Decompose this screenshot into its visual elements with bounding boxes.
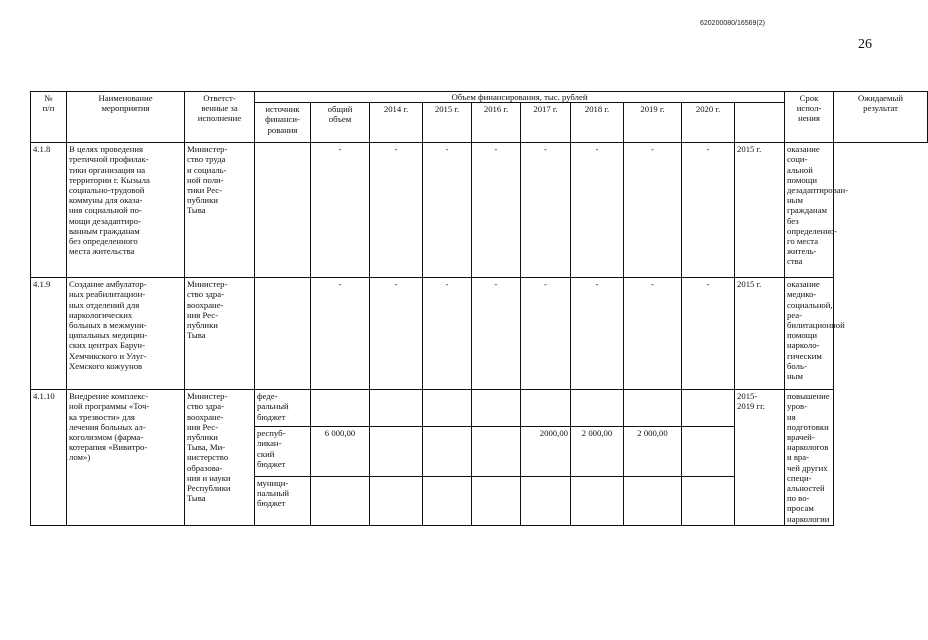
row-2017 [521, 390, 571, 427]
row-2016 [472, 427, 521, 476]
row-2018: - [571, 278, 624, 390]
row-source [255, 278, 311, 390]
row-2020 [682, 390, 735, 427]
row-deadline: 2015- 2019 гг. [735, 390, 785, 526]
row-2019 [624, 390, 682, 427]
row-2018 [571, 476, 624, 525]
row-2015 [423, 476, 472, 525]
header-row [31, 92, 928, 103]
header-responsible: Ответст- венные за исполнение [185, 92, 255, 143]
row-result: оказание соци- альной помощи дезадаптирован- ным гражданам без определенно- го места житель- ства [785, 143, 834, 278]
row-2019: - [624, 278, 682, 390]
row-source: муници- пальный бюджет [255, 476, 311, 525]
header-2017: 2017 г. [521, 103, 571, 143]
table-row [31, 278, 928, 390]
row-2019: 2 000,00 [624, 427, 682, 476]
row-name: Создание амбулатор- ных реабилитацион- ных отделений для наркологических больных в межмуни- ципальных медицин- ских центрах Барун- Хемчикского и Улуг- Хемского кожуунов [67, 278, 185, 390]
row-2014: - [370, 143, 423, 278]
row-2016: - [472, 278, 521, 390]
header-2014: 2014 г. [370, 103, 423, 143]
header-2020: 2020 г. [682, 103, 735, 143]
row-2016: - [472, 143, 521, 278]
row-result: оказание медико- социальной, реа- билитационной помощи нарколо- гическим боль- ным [785, 278, 834, 390]
header-num: № п/п [31, 92, 67, 143]
row-2016 [472, 476, 521, 525]
row-responsible: Министер- ство здра- воохране- ния Рес- публики Тыва, Ми- нистерство образова- ния и науки Республики Тыва [185, 390, 255, 526]
row-responsible: Министер- ство здра- воохране- ния Рес- публики Тыва [185, 278, 255, 390]
row-2015: - [423, 143, 472, 278]
row-2020 [682, 476, 735, 525]
row-name: В целях проведения третичной профилак- тики организация на территории г. Кызыла социально-трудовой коммуны для оказа- ния социальной по- мощи дезадаптиро- ванным гражданам без определенного места жительства [67, 143, 185, 278]
row-total [311, 476, 370, 525]
row-2020: - [682, 143, 735, 278]
row-2017: - [521, 278, 571, 390]
row-2014 [370, 427, 423, 476]
row-2015 [423, 390, 472, 427]
row-2017 [521, 476, 571, 525]
row-deadline: 2015 г. [735, 278, 785, 390]
header-total: общий объем [311, 103, 370, 143]
row-deadline: 2015 г. [735, 143, 785, 278]
page-number: 26 [858, 37, 872, 52]
row-num: 4.1.10 [31, 390, 67, 526]
table-row [31, 143, 928, 278]
header-name: Наименование мероприятия [67, 92, 185, 143]
header-2019: 2019 г. [624, 103, 682, 143]
row-responsible: Министер- ство труда и социаль- ной поли- тики Рес- публики Тыва [185, 143, 255, 278]
row-2018: - [571, 143, 624, 278]
header-funding: Объем финансирования, тыс. рублей [255, 92, 785, 103]
row-source: феде- ральный бюджет [255, 390, 311, 427]
header-2018: 2018 г. [571, 103, 624, 143]
row-2017: 2000,00 [521, 427, 571, 476]
row-2014 [370, 476, 423, 525]
row-2017: - [521, 143, 571, 278]
row-total: - [311, 278, 370, 390]
row-num: 4.1.8 [31, 143, 67, 278]
row-2014 [370, 390, 423, 427]
table-row [31, 390, 928, 427]
row-name: Внедрение комплекс- ной программы «Точ- ка трезвости» для лечения больных ал- коголизмом (фарма- котерапия «Вивитро- лом») [67, 390, 185, 526]
header-2016: 2016 г. [472, 103, 521, 143]
row-2018: 2 000,00 [571, 427, 624, 476]
row-source: респуб- ликан- ский бюджет [255, 427, 311, 476]
row-total: - [311, 143, 370, 278]
row-2015: - [423, 278, 472, 390]
header-deadline: Срок испол- нения [785, 92, 834, 143]
row-2020 [682, 427, 735, 476]
row-total [311, 390, 370, 427]
row-2019: - [624, 143, 682, 278]
header-result: Ожидаемый результат [834, 92, 928, 143]
row-result: повышение уров- ня подготовки врачей- наркологов и вра- чей других специ- альностей по во- просам наркологии [785, 390, 834, 526]
row-2015 [423, 427, 472, 476]
row-num: 4.1.9 [31, 278, 67, 390]
row-2018 [571, 390, 624, 427]
header-2015: 2015 г. [423, 103, 472, 143]
header-source: источник финанси- рования [255, 103, 311, 143]
row-2019 [624, 476, 682, 525]
row-2014: - [370, 278, 423, 390]
funding-table [30, 91, 928, 526]
row-total: 6 000,00 [311, 427, 370, 476]
document-id: 620200080/16569(2) [700, 20, 766, 27]
row-2020: - [682, 278, 735, 390]
row-2016 [472, 390, 521, 427]
row-source [255, 143, 311, 278]
